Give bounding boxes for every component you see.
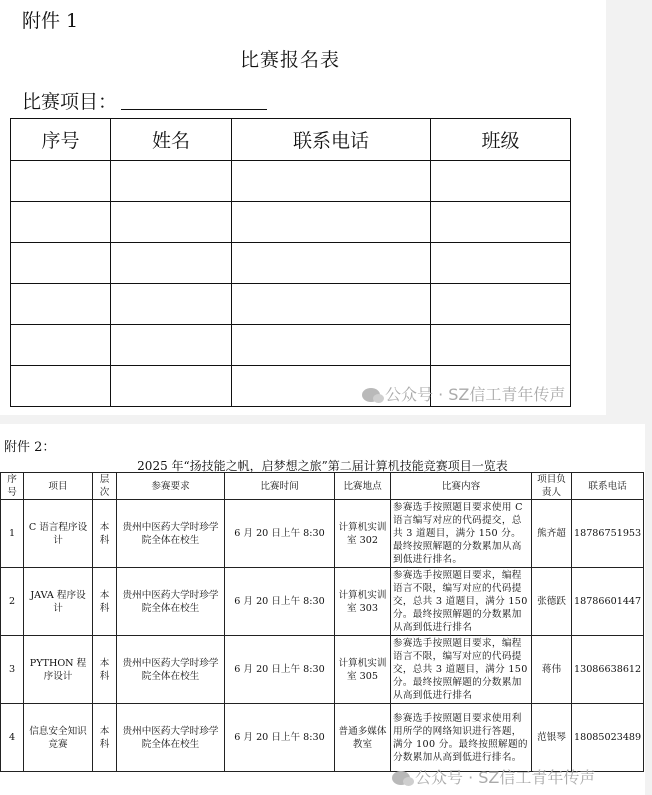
table-cell	[111, 325, 232, 366]
table-cell	[232, 243, 431, 284]
table-row	[11, 284, 571, 325]
row-project: PYTHON 程序设计	[24, 636, 93, 704]
header-time: 比赛时间	[225, 473, 335, 500]
competition-table-title: 2025 年“扬技能之帆，启梦想之旅”第二届计算机技能竞赛项目一览表	[137, 459, 508, 473]
table-cell	[232, 284, 431, 325]
table-cell	[111, 243, 232, 284]
table-cell	[431, 243, 571, 284]
competition-table	[0, 472, 644, 772]
row-level: 本科	[93, 704, 117, 772]
row-owner: 蒋伟	[532, 636, 572, 704]
header-phone: 联系电话	[572, 473, 644, 500]
attachment-1-label: 附件 1	[22, 10, 79, 32]
row-phone: 18786751953	[572, 500, 644, 568]
table-cell	[111, 202, 232, 243]
col-header-name: 姓名	[111, 119, 232, 161]
row-requirement: 贵州中医药大学时珍学院全体在校生	[117, 636, 225, 704]
table-cell	[11, 243, 111, 284]
row-time: 6 月 20 日上午 8:30	[225, 568, 335, 636]
row-content: 参赛选手按照题目要求，编程语言不限，编写对应的代码提交，总共 3 道题目，满分 150 分。最终按照解题的分数累加从高到低进行排名	[391, 636, 532, 704]
row-no: 1	[1, 500, 24, 568]
row-time: 6 月 20 日上午 8:30	[225, 704, 335, 772]
table-cell	[11, 161, 111, 202]
row-phone: 13086638612	[572, 636, 644, 704]
attachment-2-label: 附件 2：	[4, 440, 56, 455]
table-cell	[431, 284, 571, 325]
header-owner: 项目负责人	[532, 473, 572, 500]
row-content: 参赛选手按照题目要求使用利用所学的网络知识进行答题，满分 100 分。最终按照解题的分数累加从高到低进行排名。	[391, 704, 532, 772]
row-requirement: 贵州中医药大学时珍学院全体在校生	[117, 704, 225, 772]
table-row	[1, 636, 644, 704]
row-no: 4	[1, 704, 24, 772]
header-project: 项目	[24, 473, 93, 500]
row-level: 本科	[93, 568, 117, 636]
row-owner: 熊齐超	[532, 500, 572, 568]
table-cell	[232, 325, 431, 366]
row-content: 参赛选手按照题目要求使用 C语言编写对应的代码提交，总共 3 道题目，满分 150 分。最终按照解题的分数累加从高到低进行排名。	[391, 500, 532, 568]
table-row	[11, 161, 571, 202]
row-project: JAVA 程序设计	[24, 568, 93, 636]
row-phone: 18085023489	[572, 704, 644, 772]
row-no: 3	[1, 636, 24, 704]
project-line	[22, 87, 267, 114]
watermark-2	[392, 765, 595, 788]
project-blank	[121, 93, 267, 110]
competition-list-page	[0, 424, 645, 795]
form-title: 比赛报名表	[239, 49, 340, 71]
watermark-text: 公众号 · SZ信工青年传声	[385, 385, 566, 404]
table-cell	[111, 366, 232, 407]
row-owner: 张德跃	[532, 568, 572, 636]
watermark-text: 公众号 · SZ信工青年传声	[415, 768, 596, 787]
table-cell	[232, 202, 431, 243]
table-cell	[11, 325, 111, 366]
table-cell	[11, 202, 111, 243]
col-header-class: 班级	[431, 119, 571, 161]
table-row	[11, 202, 571, 243]
registration-table	[10, 118, 571, 407]
row-level: 本科	[93, 636, 117, 704]
table-cell	[111, 161, 232, 202]
table-cell	[431, 161, 571, 202]
header-place: 比赛地点	[335, 473, 391, 500]
row-project: C 语言程序设计	[24, 500, 93, 568]
header-requirement: 参赛要求	[117, 473, 225, 500]
registration-header-row	[11, 119, 571, 161]
table-row	[11, 325, 571, 366]
wechat-icon	[362, 388, 380, 402]
table-row	[1, 704, 644, 772]
registration-form-page	[0, 0, 606, 415]
col-header-phone: 联系电话	[232, 119, 431, 161]
table-row	[1, 568, 644, 636]
table-row	[11, 243, 571, 284]
row-phone: 18786601447	[572, 568, 644, 636]
table-cell	[431, 325, 571, 366]
row-owner: 范银琴	[532, 704, 572, 772]
row-no: 2	[1, 568, 24, 636]
header-no: 序号	[1, 473, 24, 500]
row-place: 普通多媒体教室	[335, 704, 391, 772]
table-cell	[11, 284, 111, 325]
project-label: 比赛项目：	[22, 91, 118, 113]
table-cell	[11, 366, 111, 407]
table-cell	[431, 202, 571, 243]
header-level: 层次	[93, 473, 117, 500]
row-level: 本科	[93, 500, 117, 568]
col-header-no: 序号	[11, 119, 111, 161]
row-project: 信息安全知识竞赛	[24, 704, 93, 772]
row-content: 参赛选手按照题目要求，编程语言不限，编写对应的代码提交，总共 3 道题目，满分 150 分。最终按照解题的分数累加从高到低进行排名	[391, 568, 532, 636]
row-place: 计算机实训室 302	[335, 500, 391, 568]
table-cell	[232, 161, 431, 202]
competition-header-row	[1, 473, 644, 500]
row-place: 计算机实训室 305	[335, 636, 391, 704]
wechat-icon	[392, 771, 410, 785]
header-content: 比赛内容	[391, 473, 532, 500]
row-time: 6 月 20 日上午 8:30	[225, 500, 335, 568]
watermark-1	[362, 382, 565, 405]
row-time: 6 月 20 日上午 8:30	[225, 636, 335, 704]
row-requirement: 贵州中医药大学时珍学院全体在校生	[117, 500, 225, 568]
row-requirement: 贵州中医药大学时珍学院全体在校生	[117, 568, 225, 636]
table-cell	[111, 284, 232, 325]
row-place: 计算机实训室 303	[335, 568, 391, 636]
table-row	[1, 500, 644, 568]
